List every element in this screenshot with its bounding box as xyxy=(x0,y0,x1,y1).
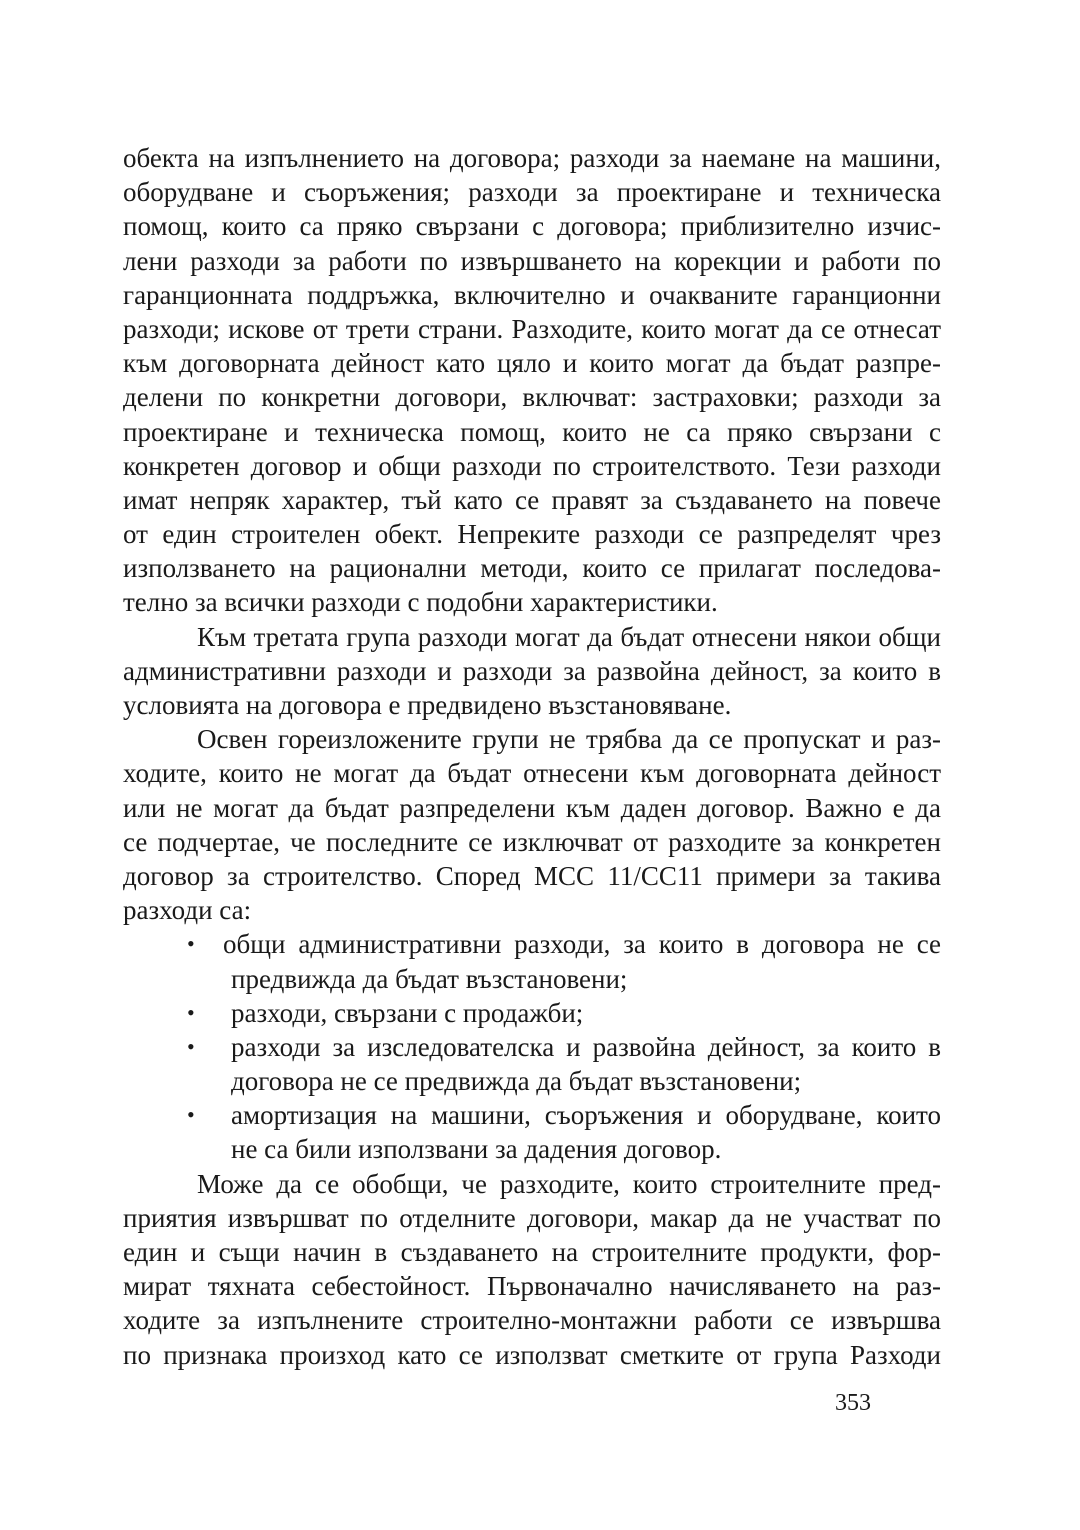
text-line: се подчертае, че последните се изключват от разходите за конкретен xyxy=(123,826,941,857)
paragraph-3 xyxy=(123,722,941,927)
text-line: общи административни разходи, за които в договора не се xyxy=(223,929,941,960)
text-line: телно за всички разходи с подобни характеристики. xyxy=(123,587,718,618)
text-line: предвижда да бъдат възстановени; xyxy=(231,963,628,994)
bullet-icon: • xyxy=(187,931,195,957)
text-line: използването на рационални методи, които се прилагат последова- xyxy=(123,553,941,584)
text-line: договор за строителство. Според МСС 11/СС11 примери за такива xyxy=(123,860,941,891)
page-number: 353 xyxy=(835,1390,871,1416)
text-line: делени по конкретни договори, включват: застраховки; разходи за xyxy=(123,382,941,413)
bullet-icon: • xyxy=(187,1102,195,1128)
text-line: обекта на изпълнението на договора; разходи за наемане на машини, xyxy=(123,143,941,173)
bullet-list xyxy=(123,927,941,1166)
text-line: мират тяхната себестойност. Първоначално начисляването на раз- xyxy=(123,1271,941,1302)
text-line: оборудване и съоръжения; разходи за проектиране и техническа xyxy=(123,177,941,208)
list-item xyxy=(123,927,941,995)
list-item xyxy=(123,1098,941,1166)
text-line: или не могат да бъдат разпределени към даден договор. Важно е да xyxy=(123,792,941,823)
text-line: Освен гореизложените групи не трябва да се пропускат и раз- xyxy=(197,724,941,755)
text-line: разходи; искове от трети страни. Разходите, които могат да се отнесат xyxy=(123,313,941,344)
text-line: един и същи начин в създаването на строителните продукти, фор- xyxy=(123,1237,941,1267)
text-line: имат непряк характер, тъй като се правят за създаването на повече xyxy=(123,484,941,515)
text-line: условията на договора е предвидено възстановяване. xyxy=(123,690,732,720)
paragraph-2 xyxy=(123,620,941,723)
text-line: проектиране и техническа помощ, които не са пряко свързани с xyxy=(123,416,941,447)
bullet-icon: • xyxy=(187,1033,195,1059)
text-line: от един строителен обект. Непреките разходи се разпределят чрез xyxy=(123,519,941,550)
page-body xyxy=(123,141,941,1372)
text-line: по признака произход като се използват сметките от група Разходи xyxy=(123,1339,941,1370)
text-line: разходи за изследователска и развойна дейност, за които в xyxy=(231,1031,941,1062)
text-line: приятия извършват по отделните договори, макар да не участват по xyxy=(123,1202,941,1233)
text-line: амортизация на машини, съоръжения и оборудване, които xyxy=(231,1100,941,1131)
text-line: Към третата група разходи могат да бъдат отнесени някои общи xyxy=(197,621,941,652)
paragraph-4 xyxy=(123,1167,941,1372)
text-line: помощ, които са пряко свързани с договора; приблизително изчис- xyxy=(123,211,941,242)
paragraph-1 xyxy=(123,141,941,620)
text-line: разходи са: xyxy=(123,895,252,926)
bullet-icon: • xyxy=(187,999,195,1025)
list-item xyxy=(123,1030,941,1098)
text-line: гаранционната поддръжка, включително и очакваните гаранционни xyxy=(123,279,941,310)
text-line: административни разходи и разходи за развойна дейност, за които в xyxy=(123,655,941,686)
text-line: към договорната дейност като цяло и които могат да бъдат разпре- xyxy=(123,348,941,379)
text-line: договора не се предвижда да бъдат възстановени; xyxy=(231,1066,802,1097)
text-line: ходите, които не могат да бъдат отнесени към договорната дейност xyxy=(123,758,941,789)
text-line: Може да се обобщи, че разходите, които строителните пред- xyxy=(197,1168,941,1199)
text-line: конкретен договор и общи разходи по строителството. Тези разходи xyxy=(123,450,941,481)
text-line: лени разходи за работи по извършването на корекции и работи по xyxy=(123,245,941,276)
text-line: не са били използвани за дадения договор. xyxy=(231,1134,722,1165)
text-line: ходите за изпълнените строително-монтажни работи се извършва xyxy=(123,1305,941,1336)
list-item xyxy=(123,996,941,1030)
text-line: разходи, свързани с продажби; xyxy=(231,997,584,1028)
